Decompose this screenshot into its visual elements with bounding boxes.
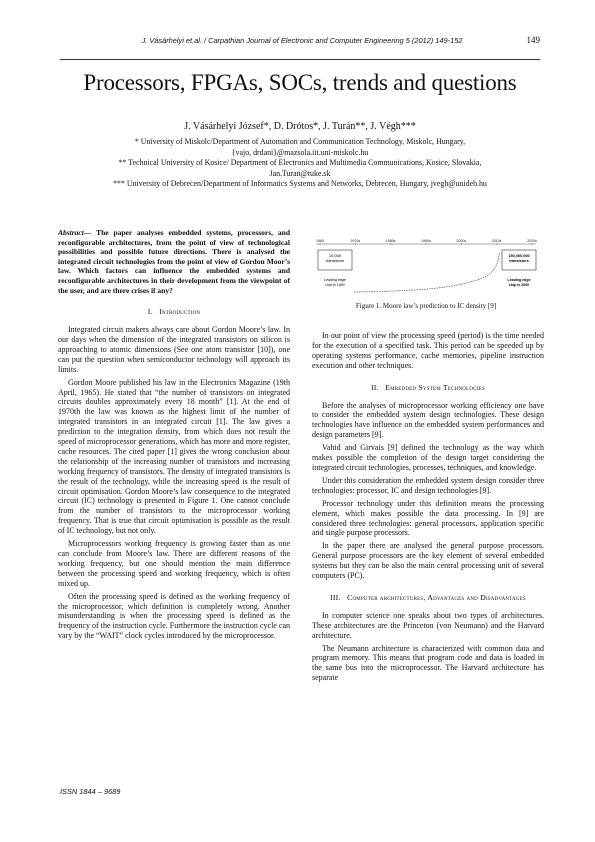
section-number: I.: [147, 307, 153, 317]
paragraph: The Neumann architecture is characterized with common data and program memory. This means that program code and data is loaded in the same bus into the microprocessor. The Harvard architecture has separate: [312, 643, 544, 683]
year-tick-label: 2010s: [491, 239, 502, 243]
section-heading-embedded: [312, 383, 544, 393]
issn: ISSN 1844 – 9689: [60, 787, 121, 796]
right-sub-line1: Leading edge: [507, 278, 531, 282]
section-heading-architectures: [312, 593, 544, 603]
right-sub-line2: chip in 2000: [508, 283, 530, 287]
section-title: Introduction: [159, 307, 201, 317]
affiliation-3: *** University of Debrecen/Department of Informatics Systems and Networks, Debrecen, Hungary, jvegh@unideb.hu: [113, 179, 487, 189]
left-sub-line1: Leading edge: [324, 278, 346, 282]
paragraph: Integrated circuit makers always care about Gordon Moore’s law. In our days when the dimension of the integrated transistors on silicon is approaching to atomic dimensions (See one atom transistor [10]), one can put the question when semiconductor technology will approach its limits.: [58, 325, 290, 374]
right-box-line2: transistors: [509, 259, 529, 263]
left-column: [58, 228, 290, 644]
paragraph: Before the analyses of microprocessor working efficiency one have to consider the embedded system design technologies. These design technologies have influence on the embedded system performances and design parameters [9].: [312, 400, 544, 440]
left-box-line2: transistors: [325, 258, 345, 263]
year-tick-label: 1970s: [350, 239, 361, 243]
paragraph: In the paper there are analysed the general purpose processors. General purpose processors are the key element of several embedded systems but they can be also the main central processing unit of several computers (PC).: [312, 541, 544, 581]
section-title: Embedded System Technologies: [385, 382, 486, 392]
page-number: 149: [526, 35, 540, 45]
affiliation-2: ** Technical University of Kosice/ Department of Electronics and Multimedia Communications, Kosice, Slovakia,: [118, 158, 482, 168]
paragraph: Microprocessors working frequency is growing faster than as one can conclude from Moore’s law. There are different reasons of the working frequency, but one should mention the main difference between the processing speed and working frequency, which is often mixed up.: [58, 539, 290, 588]
abstract: [58, 228, 290, 295]
paragraph: Vahid and Girvais [9] defined the technology as the way which makes possible the completion of the design target considering the integrated circuit technologies, processes, techniques, and knowledge.: [312, 443, 544, 472]
density-curve: [354, 252, 500, 292]
affiliations: [60, 137, 540, 190]
year-tick-label: 1990s: [421, 239, 431, 243]
year-tick-label: 2020s: [527, 239, 537, 243]
section-heading-introduction: [58, 307, 290, 317]
section-number: II.: [370, 382, 379, 392]
author-list: J. Vásárhelyi József*, D. Drótos*, J. Turán**, J. Végh***: [184, 121, 416, 132]
section-title: Computer architectures, Advantages and Disadvantages: [347, 592, 526, 602]
paragraph: In computer science one speaks about two types of architectures. These architectures are the Princeton (von Neumann) and the Harvard architecture.: [312, 610, 544, 640]
year-tick-label: 1965: [316, 239, 324, 243]
paragraph: Gordon Moore published his law in the Electronics Magazine (19th April, 1965). He stated that “the number of transistors on integrated circuits doubles approximately every 18 month” [1]. At the end of 1970th the law was known as the highest limit of the number of integrated transistors in an integrated circuit [1]. The law gives a prediction to the integration density, from which does not result the speed of microprocessor generations, which has more and more register, cache resources. The cited paper [1] gives the wrong conclusion about the relationship of the increasing number of transistors and increasing working frequency of transistors. The density of integrated transistors is the result of the technology, while the increasing speed is the result of circuit optimisation. Gordon Moore’s law consequence to the integrated circuit (IC) technology is presented in Figure 1. One cannot conclude from the number of transistors to the microprocessor working frequency. That is true that circuit optimisation is possible as the result of IC technology, but not only.: [58, 377, 290, 536]
right-column: [312, 331, 544, 686]
paragraph: In our point of view the processing speed (period) is the time needed for the execution of a specified task. This period can be speeded up by operating systems performance, cache memories, pipeline instruction execution and other techniques.: [312, 331, 544, 370]
paper-title: Processors, FPGAs, SOCs, trends and questions: [83, 70, 517, 95]
right-box-line1: 150,000,000: [508, 254, 530, 258]
header-rule: [60, 59, 540, 60]
section-number: III.: [330, 592, 341, 602]
affiliation-2-email: Jan.Turan@tuke.sk: [269, 168, 331, 178]
paragraph: Processor technology under this definition means the processing element, which makes possible the data processing. In [9] are considered three technologies: general processors, application specific and single purpose processors.: [312, 498, 544, 538]
year-tick-label: 2000s: [456, 239, 467, 243]
affiliation-1: * University of Miskolc/Department of Automation and Communication Technology, Miskolc, Hungary,: [134, 137, 466, 146]
year-tick-label: 1980s: [385, 239, 396, 243]
abstract-text: The paper analyses embedded systems, processors, and reconfigurable architectures, from the point of view of technological possibilities and possible future directions. There is analysed the integrated circuit technologies from the point of view of Gordon Moor’s law. Which factors can influence the embedded systems and reconfigurable architectures in their development from the viewpoint of the user, and are there crises if any?: [58, 228, 290, 295]
paragraph: Under this consideration the embedded system design consider three technologies: processor, IC and design technologies [9].: [312, 475, 544, 495]
abstract-label: Abstract—: [58, 228, 92, 237]
journal-citation: J. Vásárhelyi et.al. / Carpathian Journal of Electronic and Computer Engineering 5 (2012) 149-152: [141, 36, 463, 45]
running-header: [60, 36, 540, 50]
moore-law-graphic: [312, 236, 540, 302]
affiliation-1-email: {vajo, drdani}@mazsola.iit.uni-miskolc.hu: [231, 147, 369, 157]
figure-caption: Figure 1. Moore law’s prediction to IC density [9]: [355, 302, 497, 310]
left-sub-line2: chip in 1980: [325, 283, 345, 287]
left-box-line1: 10,000: [328, 253, 342, 258]
paragraph: Often the processing speed is defined as the working frequency of the microprocessor, which definition is completely wrong. Another misunderstanding is when the processing speed is defined as the frequency of the instruction cycle. Furthermore the instruction cycle can vary by the “WAIT” clock cycles introduced by the microprocessor.: [58, 591, 290, 641]
